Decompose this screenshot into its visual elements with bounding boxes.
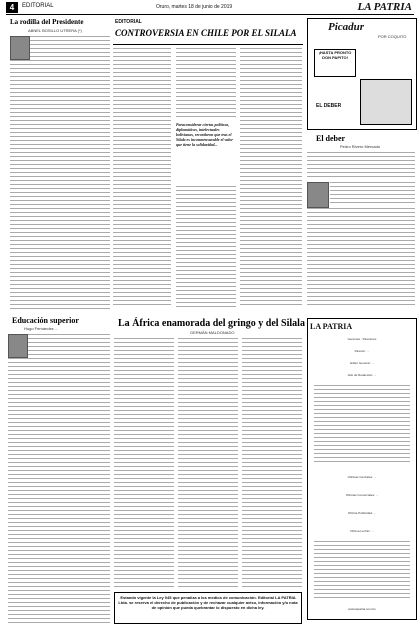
main-text-b <box>178 338 238 588</box>
masthead-line-7: Oficina La Paz: ... <box>350 529 374 533</box>
editorial-title: CONTROVERSIA EN CHILE POR EL SILALA <box>115 28 297 38</box>
masthead-line-1: Director: ... <box>354 349 370 353</box>
col1-byline: ABNEL BOSILLO UTRERA (*) <box>28 28 82 33</box>
editorial-quote: Paraconsiderar ciertas políticas, diplomáticas, intelectuales bolivianas, recordaron que tras el Silala es inconmensurable el valor que tiene la solidaridad... <box>176 122 233 147</box>
edu-byline: Hugo Fernández ... <box>24 326 59 331</box>
editorial-header <box>113 18 303 45</box>
cartoon-title: Picadur <box>328 21 365 33</box>
masthead-extra <box>314 541 410 601</box>
col1-text-a <box>30 36 110 58</box>
col1-photo <box>10 36 30 60</box>
masthead-website: www.lapatria.com.bo <box>348 607 376 611</box>
main-text-c <box>242 338 302 588</box>
top-bar <box>6 2 414 15</box>
edu-text-b <box>8 358 110 624</box>
right-col-byline: Pedro Rivero Mercado <box>340 144 381 149</box>
masthead-line-2: Editor General: ... <box>350 361 374 365</box>
masthead-line-6: Oficina Publicidad: ... <box>347 511 377 515</box>
legal-notice: Estando vigente la Ley 045 que penaliza a los medios de comunicación. Editorial LA PATRIA Ltda. se reserva el derecho de publicación y de rechazar cualquier aviso, información y/o nota de opinión que pueda quebrantar lo dispuesto en dicha ley. <box>114 592 302 624</box>
editorial-text-b <box>176 48 236 118</box>
cartoon-sign-2: EL DEBER <box>316 103 342 109</box>
main-article-byline: GERMÁN MALDONADO <box>190 330 235 335</box>
cartoon-box <box>307 18 417 130</box>
page-number: 4 <box>6 2 18 13</box>
section-name: EDITORIAL <box>22 3 54 9</box>
masthead-details <box>314 385 410 465</box>
col1-title: La rodilla del Presidente <box>10 18 84 26</box>
right-col-text-c <box>307 208 415 308</box>
col1-text-b <box>10 60 110 310</box>
edu-text-a <box>28 334 110 356</box>
editorial-text-d <box>240 48 302 308</box>
brand-name: LA PATRIA <box>357 1 412 13</box>
right-col-photo <box>307 182 329 208</box>
cartoon-subtitle: POR COQUITO <box>378 34 407 39</box>
editorial-label: EDITORIAL <box>115 19 142 25</box>
edu-photo <box>8 334 28 358</box>
masthead-line-3: Jefe de Redacción: ... <box>347 373 377 377</box>
editorial-text-c <box>176 186 236 308</box>
masthead-line-0: Gerentes · Directores <box>347 337 377 341</box>
cartoon-drawing <box>360 79 412 125</box>
masthead-box <box>307 318 417 620</box>
right-col-text-b <box>330 182 415 206</box>
right-col-text-a <box>307 152 415 180</box>
edu-title: Educación superior <box>12 316 79 325</box>
masthead-line-4: Oficinas Centrales: ... <box>347 475 377 479</box>
main-text-a <box>114 338 174 588</box>
dateline: Oruro, martes 18 de junio de 2019 <box>156 4 233 10</box>
masthead-line-5: Oficinas Comerciales: ... <box>345 493 379 497</box>
main-article-title: La África enamorada del gringo y del Silala <box>118 318 305 329</box>
masthead-title: LA PATRIA <box>310 322 353 331</box>
cartoon-sign-1: ¡HASTA PRONTO DON PAPITO! <box>314 49 356 77</box>
editorial-text-a <box>113 48 171 308</box>
right-col-title: El deber <box>316 134 346 143</box>
